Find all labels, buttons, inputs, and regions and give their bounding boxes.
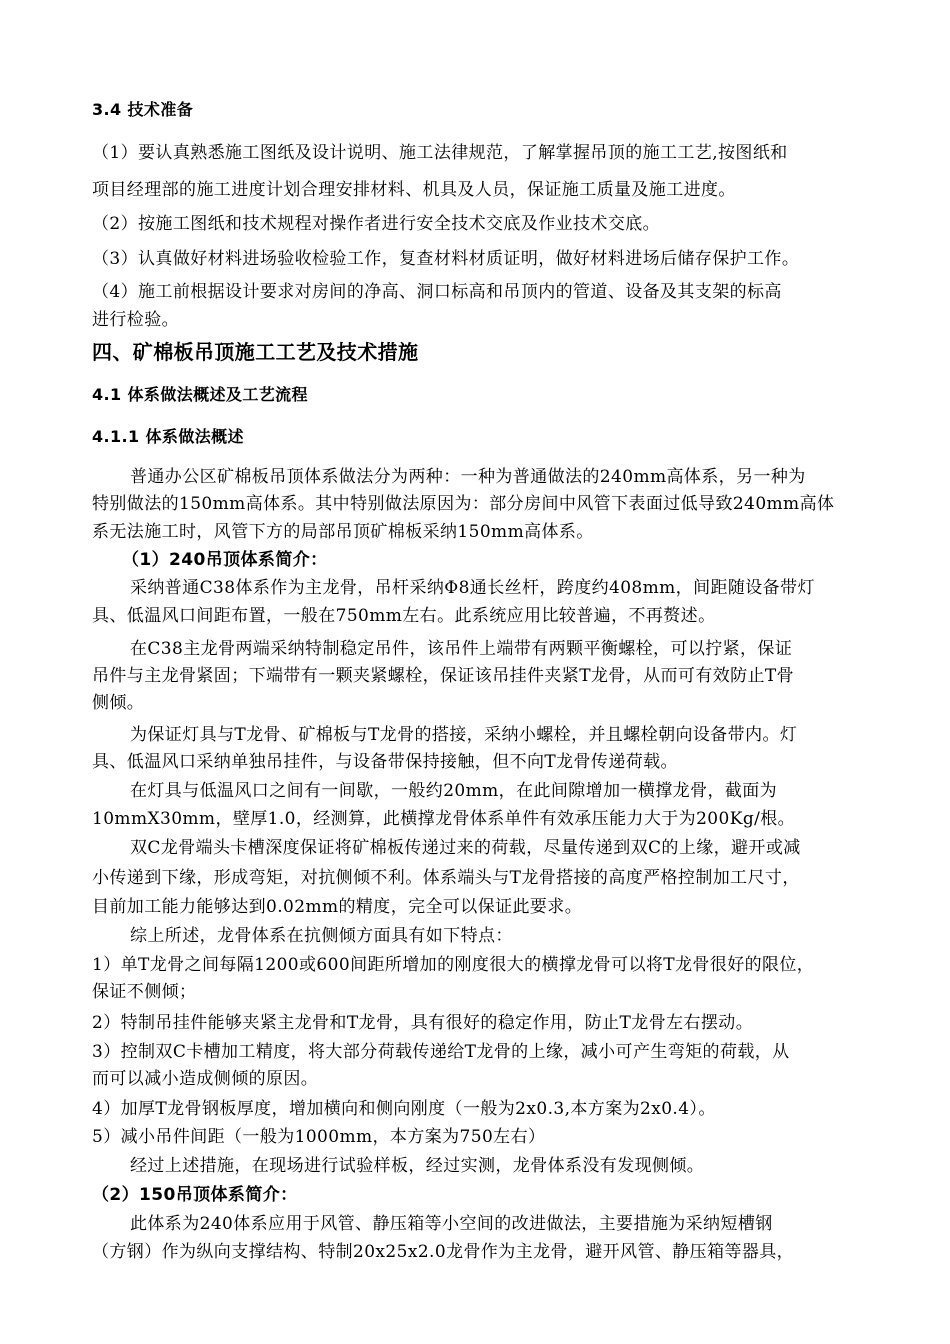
paragraph-line: （3）认真做好材料进场验收检验工作，复查材料材质证明，做好材料进场后储存保护工作。 (92, 249, 800, 269)
subsection-heading-150: （2）150吊顶体系简介： (92, 1185, 298, 1205)
paragraph-line: 在C38主龙骨两端采纳特制稳定吊件，该吊件上端带有两颗平衡螺栓，可以拧紧，保证 (130, 639, 793, 659)
paragraph-line: 吊件与主龙骨紧固；下端带有一颗夹紧螺栓，保证该吊挂件夹紧T龙骨，从而可有效防止T骨 (92, 666, 795, 686)
section-heading-4-1: 4.1 体系做法概述及工艺流程 (92, 385, 308, 404)
paragraph-line: （1）要认真熟悉施工图纸及设计说明、施工法律规范，了解掌握吊顶的施工工艺,按图纸和 (92, 143, 788, 163)
section-heading-4-1-1: 4.1.1 体系做法概述 (92, 427, 244, 446)
paragraph-line: 小传递到下缘，形成弯矩，对抗侧倾不利。体系端头与T龙骨搭接的高度严格控制加工尺寸， (92, 868, 800, 888)
paragraph-line: 目前加工能力能够达到0.02mm的精度，完全可以保证此要求。 (92, 897, 583, 917)
list-item-line: 3）控制双C卡槽加工精度，将大部分荷载传递给T龙骨的上缘，减小可产生弯矩的荷载，从 (92, 1042, 790, 1062)
list-item-line: 4）加厚T龙骨钢板厚度，增加横向和侧向刚度（一般为2x0.3,本方案为2x0.4）。 (92, 1099, 716, 1119)
paragraph-line: 采纳普通C38体系作为主龙骨，吊杆采纳Φ8通长丝杆，跨度约408mm，间距随设备带灯 (130, 578, 815, 598)
paragraph-line: 双C龙骨端头卡槽深度保证将矿棉板传递过来的荷载，尽量传递到双C的上缘，避开或减 (130, 838, 801, 858)
list-item-line: 而可以减小造成侧倾的原因。 (92, 1069, 319, 1089)
paragraph-line: 10mmX30mm，壁厚1.0，经测算，此横撑龙骨体系单件有效承压能力大于为200Kg/根。 (92, 809, 796, 829)
paragraph-line: 在灯具与低温风口之间有一间歇，一般约20mm，在此间隙增加一横撑龙骨，截面为 (130, 781, 778, 801)
paragraph-line: 此体系为240体系应用于风管、静压箱等小空间的改进做法，主要措施为采纳短槽钢 (130, 1214, 773, 1234)
paragraph-line: （2）按施工图纸和技术规程对操作者进行安全技术交底及作业技术交底。 (92, 214, 661, 234)
paragraph-line: （4）施工前根据设计要求对房间的净高、洞口标高和吊顶内的管道、设备及其支架的标高 (92, 282, 782, 302)
paragraph-line: 经过上述措施，在现场进行试验样板，经过实测，龙骨体系没有发现侧倾。 (130, 1156, 705, 1176)
paragraph-line: 具、低温风口间距布置，一般在750mm左右。此系统应用比较普遍，不再赘述。 (92, 606, 716, 626)
paragraph-line: 为保证灯具与T龙骨、矿棉板与T龙骨的搭接，采纳小螺栓，并且螺栓朝向设备带内。灯 (130, 725, 798, 745)
paragraph-line: 进行检验。 (92, 310, 179, 330)
paragraph-line: （方钢）作为纵向支撑结构、特制20x25x2.0龙骨作为主龙骨，避开风管、静压箱等器具， (92, 1242, 795, 1262)
chapter-heading: 四、矿棉板吊顶施工工艺及技术措施 (92, 340, 419, 364)
list-item-line: 5）减小吊件间距（一般为1000mm，本方案为750左右） (92, 1127, 546, 1147)
section-heading-3-4: 3.4 技术准备 (92, 100, 194, 119)
subsection-heading-240: （1）240吊顶体系简介： (122, 550, 328, 570)
paragraph-line: 综上所述，龙骨体系在抗侧倾方面具有如下特点： (130, 926, 513, 946)
paragraph-line: 普通办公区矿棉板吊顶体系做法分为两种：一种为普通做法的240mm高体系，另一种为 (130, 467, 806, 487)
paragraph-line: 系无法施工时，风管下方的局部吊顶矿棉板采纳150mm高体系。 (92, 522, 594, 542)
paragraph-line: 项目经理部的施工进度计划合理安排材料、机具及人员，保证施工质量及施工进度。 (92, 180, 736, 200)
list-item-line: 2）特制吊挂件能够夹紧主龙骨和T龙骨，具有很好的稳定作用，防止T龙骨左右摆动。 (92, 1013, 754, 1033)
list-item-line: 保证不侧倾； (92, 982, 197, 1002)
paragraph-line: 侧倾。 (92, 693, 145, 713)
list-item-line: 1）单T龙骨之间每隔1200或600间距所增加的刚度很大的横撑龙骨可以将T龙骨很好的限位， (92, 955, 815, 975)
paragraph-line: 具、低温风口采纳单独吊挂件，与设备带保持接触，但不向T龙骨传递荷载。 (92, 752, 678, 772)
paragraph-line: 特别做法的150mm高体系。其中特别做法原因为：部分房间中风管下表面过低导致240mm高体 (92, 494, 835, 514)
